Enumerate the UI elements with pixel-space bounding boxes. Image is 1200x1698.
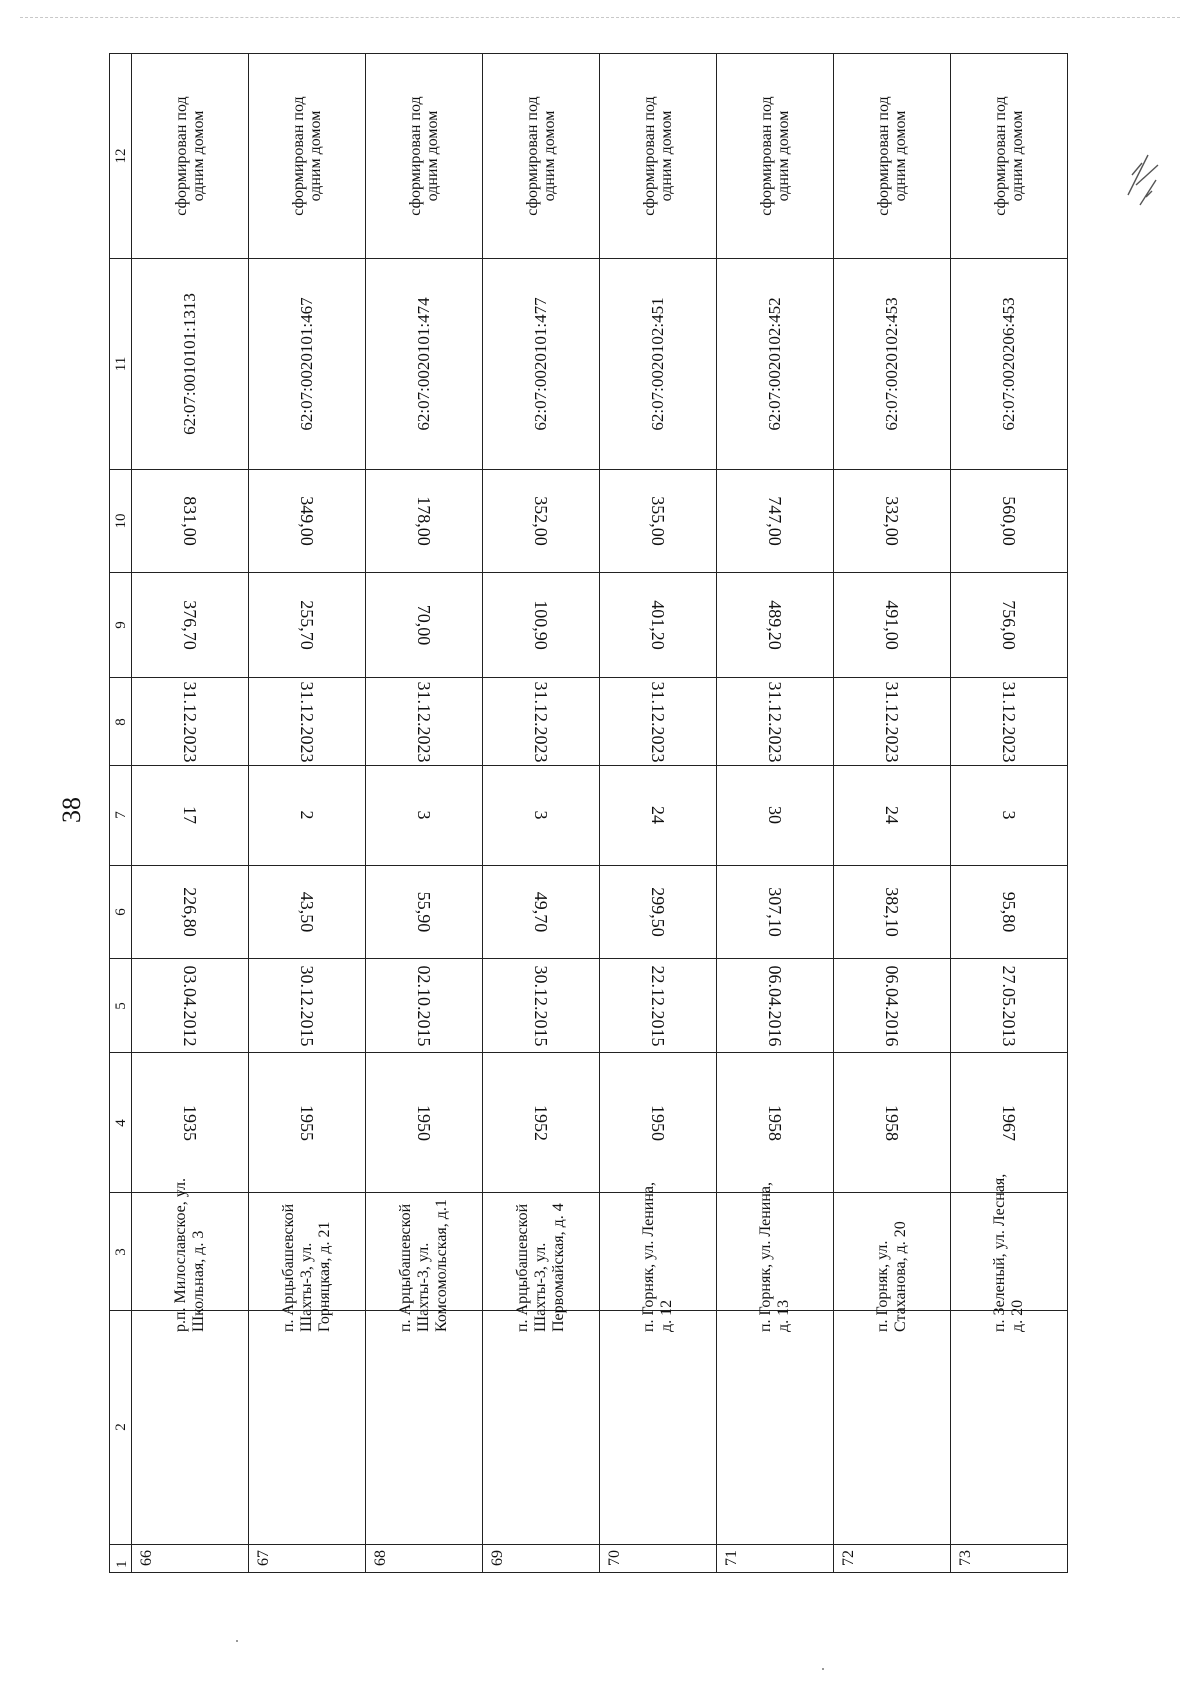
cadastral-value: 62:07:0020101:477 — [531, 297, 550, 431]
deadline-value: 31.12.2023 — [648, 681, 668, 763]
c10-value: 560,00 — [999, 496, 1019, 546]
column-number: 8 — [112, 717, 129, 726]
cell-cadastral — [834, 258, 951, 469]
cell-c9 — [717, 572, 834, 677]
count-value: 30 — [765, 806, 785, 825]
cell-count — [834, 766, 951, 866]
c9-value: 489,20 — [765, 600, 785, 650]
column-number: 1 — [114, 1560, 130, 1568]
column-number: 3 — [112, 1247, 129, 1256]
table-row — [110, 258, 1068, 469]
year-value: 1958 — [882, 1104, 902, 1141]
column-number-cell — [110, 1052, 132, 1193]
cell-no — [483, 1544, 600, 1572]
deadline-value: 31.12.2023 — [999, 681, 1019, 763]
cell-address — [249, 1193, 366, 1332]
column-number: 9 — [112, 621, 129, 629]
year-value: 1955 — [297, 1104, 317, 1141]
cadastral-value: 62:07:0010101:1313 — [180, 293, 199, 435]
count-value: 3 — [999, 810, 1019, 820]
scan-speck — [822, 1668, 824, 1670]
cell-cadastral — [132, 258, 249, 469]
c10-value: 332,00 — [882, 496, 902, 546]
date-value: 27.05.2013 — [999, 965, 1019, 1047]
deadline-value: 31.12.2023 — [414, 681, 434, 763]
cell-date — [951, 959, 1068, 1053]
c9-value: 491,00 — [882, 600, 902, 650]
no-value: 73 — [957, 1550, 974, 1566]
table-row — [110, 1310, 1068, 1544]
page-number: 38 — [57, 797, 86, 823]
cell-deadline — [834, 678, 951, 766]
cell-c9 — [834, 572, 951, 677]
c9-value: 401,20 — [648, 600, 668, 650]
c10-value: 355,00 — [648, 496, 668, 546]
cell-no — [132, 1544, 249, 1572]
cell-c9 — [132, 572, 249, 677]
cell-date — [717, 959, 834, 1053]
signature-mark — [1118, 135, 1168, 215]
cell-date — [366, 959, 483, 1053]
date-value: 02.10.2015 — [414, 965, 434, 1047]
area-value: 55,90 — [414, 891, 434, 933]
table-row — [110, 959, 1068, 1053]
date-value: 03.04.2012 — [180, 965, 200, 1047]
date-value: 22.12.2015 — [648, 965, 668, 1047]
cell-no — [249, 1544, 366, 1572]
table-row — [110, 1544, 1068, 1572]
area-value: 226,80 — [180, 887, 200, 937]
count-value: 2 — [297, 810, 317, 820]
cell-no — [600, 1544, 717, 1572]
cell-address — [366, 1193, 483, 1332]
cell-cadastral — [366, 258, 483, 469]
c10-value: 831,00 — [180, 496, 200, 546]
column-number: 10 — [112, 513, 129, 529]
cell-c9 — [600, 572, 717, 677]
address-value: п. Зеленый, ул. Лесная, д. 20 — [991, 1173, 1026, 1332]
c9-value: 756,00 — [999, 600, 1019, 650]
cell-date — [483, 959, 600, 1053]
column-number: 5 — [112, 1001, 129, 1010]
column-number-cell — [110, 572, 132, 677]
deadline-value: 31.12.2023 — [531, 681, 551, 763]
cell-c10 — [834, 469, 951, 572]
cell-c2 — [600, 1310, 717, 1544]
c9-value: 100,90 — [531, 600, 551, 650]
cell-count — [717, 766, 834, 866]
cell-note — [249, 54, 366, 259]
column-number-cell — [110, 258, 132, 469]
address-value: п. Горняк, ул. Стаханова, д. 20 — [874, 1220, 909, 1332]
address-value: п. Горняк, ул. Ленина, д. 13 — [757, 1181, 792, 1332]
note-value: сформирован под одним домом — [407, 96, 441, 216]
c10-value: 178,00 — [414, 496, 434, 546]
table-row — [110, 54, 1068, 259]
table-row — [110, 1052, 1068, 1193]
cell-deadline — [600, 678, 717, 766]
address-value: р.п. Милославское, ул. Школьная, д. 3 — [172, 1177, 207, 1332]
cell-c2 — [366, 1310, 483, 1544]
cell-c2 — [249, 1310, 366, 1544]
area-value: 382,10 — [882, 887, 902, 937]
column-number: 7 — [112, 811, 129, 820]
column-number: 12 — [112, 148, 129, 164]
cell-c10 — [600, 469, 717, 572]
year-value: 1935 — [180, 1104, 200, 1141]
count-value: 3 — [414, 810, 434, 820]
cell-c10 — [717, 469, 834, 572]
cell-c10 — [483, 469, 600, 572]
column-number-cell — [110, 766, 132, 866]
cell-area — [717, 865, 834, 959]
scan-edge-line — [20, 17, 1180, 18]
cadastral-value: 62:07:0020101:474 — [414, 297, 433, 431]
cell-c10 — [366, 469, 483, 572]
column-number-cell — [110, 1544, 132, 1572]
table-row — [110, 678, 1068, 766]
column-number-cell — [110, 678, 132, 766]
c10-value: 747,00 — [765, 496, 785, 546]
deadline-value: 31.12.2023 — [765, 681, 785, 763]
column-number: 11 — [112, 356, 129, 372]
cell-address — [600, 1181, 717, 1332]
cell-count — [600, 766, 717, 866]
column-number-cell — [110, 469, 132, 572]
cell-cadastral — [717, 258, 834, 469]
cell-c2 — [717, 1310, 834, 1544]
cell-note — [951, 54, 1068, 259]
no-value: 69 — [489, 1550, 506, 1566]
year-value: 1952 — [531, 1104, 551, 1141]
cell-date — [132, 959, 249, 1053]
c9-value: 376,70 — [180, 600, 200, 650]
cell-note — [834, 54, 951, 259]
c9-value: 70,00 — [414, 604, 434, 646]
column-number-cell — [110, 1193, 132, 1310]
cell-c9 — [249, 572, 366, 677]
area-value: 95,80 — [999, 891, 1019, 933]
cell-count — [366, 766, 483, 866]
date-value: 30.12.2015 — [531, 965, 551, 1047]
cell-address — [483, 1193, 600, 1332]
address-value: п. Арцыбашевской Шахты-3, ул. Первомайская, д. 4 — [514, 1202, 567, 1332]
area-value: 43,50 — [297, 891, 317, 933]
count-value: 24 — [882, 806, 902, 825]
count-value: 24 — [648, 806, 668, 825]
cell-c2 — [834, 1310, 951, 1544]
cell-address — [132, 1177, 249, 1332]
no-value: 72 — [840, 1550, 857, 1566]
cell-date — [249, 959, 366, 1053]
cell-no — [834, 1544, 951, 1572]
housing-registry-table — [109, 53, 1068, 1573]
cell-area — [366, 865, 483, 959]
cell-date — [600, 959, 717, 1053]
cell-c10 — [132, 469, 249, 572]
no-value: 71 — [723, 1550, 740, 1566]
year-value: 1958 — [765, 1104, 785, 1141]
area-value: 299,50 — [648, 887, 668, 937]
count-value: 17 — [180, 806, 200, 825]
note-value: сформирован под одним домом — [875, 96, 909, 216]
cell-no — [366, 1544, 483, 1572]
no-value: 66 — [138, 1550, 155, 1566]
table-row — [110, 572, 1068, 677]
cell-date — [834, 959, 951, 1053]
note-value: сформирован под одним домом — [173, 96, 207, 216]
cell-cadastral — [249, 258, 366, 469]
no-value: 70 — [606, 1550, 623, 1566]
year-value: 1950 — [648, 1104, 668, 1141]
cell-c9 — [951, 572, 1068, 677]
cell-c2 — [951, 1310, 1068, 1544]
cell-note — [366, 54, 483, 259]
cadastral-value: 62:07:0020206:453 — [999, 297, 1018, 431]
c10-value: 352,00 — [531, 496, 551, 546]
address-value: п. Горняк, ул. Ленина, д. 12 — [640, 1181, 675, 1332]
table-row — [110, 865, 1068, 959]
cell-deadline — [249, 678, 366, 766]
table-row — [110, 766, 1068, 866]
column-number-cell — [110, 54, 132, 259]
cell-cadastral — [483, 258, 600, 469]
table-row — [110, 469, 1068, 572]
cell-area — [834, 865, 951, 959]
cell-no — [951, 1544, 1068, 1572]
table-row — [110, 1193, 1068, 1310]
cadastral-value: 62:07:0020102:451 — [648, 297, 667, 431]
cell-count — [951, 766, 1068, 866]
deadline-value: 31.12.2023 — [297, 681, 317, 763]
area-value: 307,10 — [765, 887, 785, 937]
cell-c10 — [951, 469, 1068, 572]
cell-address — [717, 1181, 834, 1332]
cell-deadline — [951, 678, 1068, 766]
no-value: 67 — [255, 1550, 272, 1566]
date-value: 30.12.2015 — [297, 965, 317, 1047]
cell-c2 — [132, 1310, 249, 1544]
note-value: сформирован под одним домом — [524, 96, 558, 216]
cell-c9 — [483, 572, 600, 677]
column-number-cell — [110, 1310, 132, 1544]
column-number: 6 — [112, 908, 129, 916]
cell-count — [132, 766, 249, 866]
cell-area — [600, 865, 717, 959]
scan-speck — [236, 1640, 238, 1642]
note-value: сформирован под одним домом — [641, 96, 675, 216]
note-value: сформирован под одним домом — [758, 96, 792, 216]
cell-deadline — [132, 678, 249, 766]
column-number: 4 — [112, 1118, 129, 1127]
deadline-value: 31.12.2023 — [180, 681, 200, 763]
cell-count — [483, 766, 600, 866]
cadastral-value: 62:07:0020101:467 — [297, 297, 316, 431]
column-number: 2 — [112, 1423, 129, 1431]
cell-deadline — [366, 678, 483, 766]
cell-count — [249, 766, 366, 866]
cadastral-value: 62:07:0020102:453 — [882, 297, 901, 431]
note-value: сформирован под одним домом — [992, 96, 1026, 216]
cell-note — [600, 54, 717, 259]
cell-area — [249, 865, 366, 959]
cell-c10 — [249, 469, 366, 572]
year-value: 1950 — [414, 1104, 434, 1141]
year-value: 1967 — [999, 1104, 1019, 1141]
date-value: 06.04.2016 — [765, 965, 785, 1047]
cell-note — [132, 54, 249, 259]
no-value: 68 — [372, 1550, 389, 1566]
count-value: 3 — [531, 810, 551, 820]
cell-no — [717, 1544, 834, 1572]
cell-deadline — [717, 678, 834, 766]
column-number-cell — [110, 865, 132, 959]
cell-cadastral — [951, 258, 1068, 469]
deadline-value: 31.12.2023 — [882, 681, 902, 763]
date-value: 06.04.2016 — [882, 965, 902, 1047]
column-number-cell — [110, 959, 132, 1053]
c9-value: 255,70 — [297, 600, 317, 650]
cell-area — [483, 865, 600, 959]
cadastral-value: 62:07:0020102:452 — [765, 297, 784, 431]
cell-address — [834, 1193, 951, 1332]
cell-note — [717, 54, 834, 259]
cell-note — [483, 54, 600, 259]
cell-deadline — [483, 678, 600, 766]
address-value: п. Арцыбашевской Шахты-3, ул. Горняцкая, д. 21 — [280, 1203, 333, 1332]
cell-c2 — [483, 1310, 600, 1544]
cell-area — [132, 865, 249, 959]
cell-area — [951, 865, 1068, 959]
cell-c9 — [366, 572, 483, 677]
cell-address — [951, 1173, 1068, 1332]
cell-cadastral — [600, 258, 717, 469]
note-value: сформирован под одним домом — [290, 96, 324, 216]
area-value: 49,70 — [531, 891, 551, 933]
c10-value: 349,00 — [297, 496, 317, 546]
address-value: п. Арцыбашевской Шахты-3, ул. Комсомольская, д.1 — [397, 1198, 450, 1332]
